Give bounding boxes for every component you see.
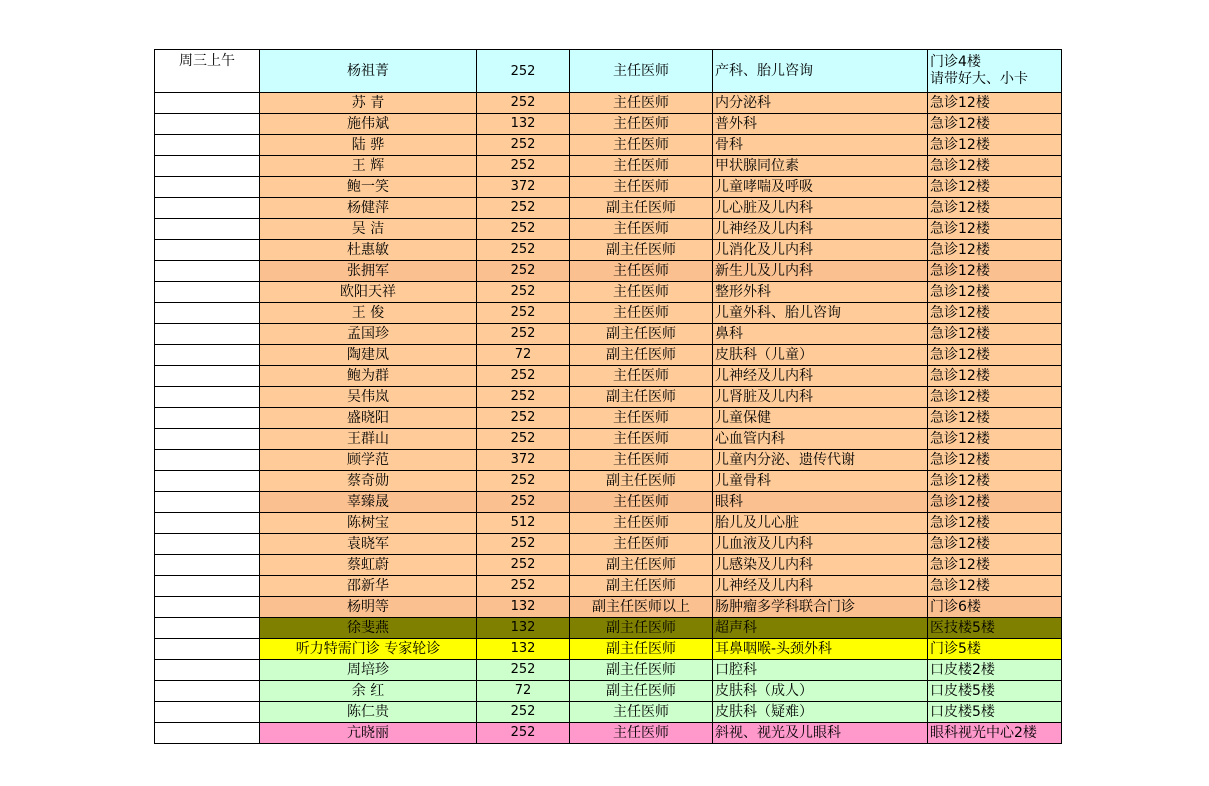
title-cell: 副主任医师以上	[570, 597, 713, 618]
department-cell: 儿童外科、胎儿咨询	[713, 303, 928, 324]
department-cell: 甲状腺同位素	[713, 156, 928, 177]
doctor-name-cell: 杨健萍	[260, 198, 477, 219]
table-row	[155, 282, 1062, 303]
location-cell: 急诊12楼	[928, 450, 1062, 471]
day-cell	[155, 156, 260, 177]
day-cell: 周三上午	[155, 50, 260, 93]
day-cell	[155, 324, 260, 345]
fee-cell: 252	[477, 198, 570, 219]
doctor-name-cell: 鲍一笑	[260, 177, 477, 198]
doctor-name-cell: 蔡奇勋	[260, 471, 477, 492]
department-cell: 眼科	[713, 492, 928, 513]
title-cell: 主任医师	[570, 366, 713, 387]
table-row	[155, 135, 1062, 156]
location-cell: 急诊12楼	[928, 387, 1062, 408]
table-row	[155, 156, 1062, 177]
doctor-name-cell: 徐斐燕	[260, 618, 477, 639]
doctor-name-cell: 吴 洁	[260, 219, 477, 240]
title-cell: 副主任医师	[570, 471, 713, 492]
department-cell: 皮肤科（儿童）	[713, 345, 928, 366]
fee-cell: 252	[477, 387, 570, 408]
location-cell: 急诊12楼	[928, 261, 1062, 282]
doctor-name-cell: 盛晓阳	[260, 408, 477, 429]
day-cell	[155, 93, 260, 114]
doctor-name-cell: 陶建凤	[260, 345, 477, 366]
title-cell: 主任医师	[570, 114, 713, 135]
title-cell: 主任医师	[570, 408, 713, 429]
table-row	[155, 114, 1062, 135]
table-row	[155, 198, 1062, 219]
department-cell: 儿童内分泌、遗传代谢	[713, 450, 928, 471]
day-cell	[155, 240, 260, 261]
location-cell: 门诊6楼	[928, 597, 1062, 618]
department-cell: 产科、胎儿咨询	[713, 50, 928, 93]
day-cell	[155, 387, 260, 408]
title-cell: 主任医师	[570, 156, 713, 177]
table-row	[155, 324, 1062, 345]
title-cell: 副主任医师	[570, 387, 713, 408]
department-cell: 心血管内科	[713, 429, 928, 450]
fee-cell: 72	[477, 681, 570, 702]
day-cell	[155, 303, 260, 324]
day-cell	[155, 597, 260, 618]
department-cell: 皮肤科（疑难）	[713, 702, 928, 723]
department-cell: 鼻科	[713, 324, 928, 345]
department-cell: 骨科	[713, 135, 928, 156]
doctor-name-cell: 余 红	[260, 681, 477, 702]
fee-cell: 512	[477, 513, 570, 534]
doctor-name-cell: 孟国珍	[260, 324, 477, 345]
location-note: 请带好大、小卡	[930, 71, 1028, 87]
doctor-name-cell: 吴伟岚	[260, 387, 477, 408]
day-cell	[155, 261, 260, 282]
doctor-name-cell: 邵新华	[260, 576, 477, 597]
title-cell: 副主任医师	[570, 324, 713, 345]
title-cell: 主任医师	[570, 303, 713, 324]
title-cell: 副主任医师	[570, 660, 713, 681]
table-row	[155, 387, 1062, 408]
table-row	[155, 450, 1062, 471]
title-cell: 副主任医师	[570, 639, 713, 660]
fee-cell: 252	[477, 492, 570, 513]
location-cell: 急诊12楼	[928, 471, 1062, 492]
day-cell	[155, 555, 260, 576]
department-cell: 儿感染及儿内科	[713, 555, 928, 576]
table-row	[155, 723, 1062, 744]
doctor-name-cell: 陆 骅	[260, 135, 477, 156]
day-cell	[155, 723, 260, 744]
doctor-name-cell: 辜臻晟	[260, 492, 477, 513]
fee-cell: 252	[477, 303, 570, 324]
department-cell: 皮肤科（成人）	[713, 681, 928, 702]
location-cell: 急诊12楼	[928, 513, 1062, 534]
day-cell	[155, 219, 260, 240]
location-cell: 医技楼5楼	[928, 618, 1062, 639]
doctor-name-cell: 周培珍	[260, 660, 477, 681]
department-cell: 儿神经及儿内科	[713, 576, 928, 597]
department-cell: 儿血液及儿内科	[713, 534, 928, 555]
location-cell: 急诊12楼	[928, 177, 1062, 198]
day-cell	[155, 534, 260, 555]
day-cell	[155, 576, 260, 597]
department-cell: 儿神经及儿内科	[713, 219, 928, 240]
day-cell	[155, 408, 260, 429]
location-line: 门诊4楼	[930, 54, 981, 70]
department-cell: 肠肿瘤多学科联合门诊	[713, 597, 928, 618]
location-cell: 急诊12楼	[928, 282, 1062, 303]
department-cell: 超声科	[713, 618, 928, 639]
location-cell: 眼科视光中心2楼	[928, 723, 1062, 744]
doctor-name-cell: 杜惠敏	[260, 240, 477, 261]
table-row	[155, 660, 1062, 681]
fee-cell: 252	[477, 660, 570, 681]
day-cell	[155, 135, 260, 156]
title-cell: 主任医师	[570, 135, 713, 156]
table-row	[155, 492, 1062, 513]
fee-cell: 132	[477, 114, 570, 135]
table-row	[155, 471, 1062, 492]
doctor-name-cell: 听力特需门诊 专家轮诊	[260, 639, 477, 660]
table-row	[155, 429, 1062, 450]
day-cell	[155, 702, 260, 723]
location-cell: 急诊12楼	[928, 555, 1062, 576]
title-cell: 主任医师	[570, 429, 713, 450]
day-cell	[155, 639, 260, 660]
fee-cell: 252	[477, 555, 570, 576]
doctor-name-cell: 鲍为群	[260, 366, 477, 387]
location-cell: 急诊12楼	[928, 576, 1062, 597]
doctor-name-cell: 袁晓军	[260, 534, 477, 555]
table-row	[155, 513, 1062, 534]
department-cell: 普外科	[713, 114, 928, 135]
title-cell: 主任医师	[570, 450, 713, 471]
table-row	[155, 555, 1062, 576]
location-cell: 急诊12楼	[928, 156, 1062, 177]
location-cell: 口皮楼5楼	[928, 702, 1062, 723]
title-cell: 主任医师	[570, 93, 713, 114]
location-cell: 急诊12楼	[928, 198, 1062, 219]
doctor-name-cell: 杨明等	[260, 597, 477, 618]
doctor-name-cell: 蔡虹蔚	[260, 555, 477, 576]
fee-cell: 252	[477, 366, 570, 387]
department-cell: 儿童保健	[713, 408, 928, 429]
department-cell: 儿心脏及儿内科	[713, 198, 928, 219]
location-cell: 急诊12楼	[928, 93, 1062, 114]
doctor-name-cell: 亢晓丽	[260, 723, 477, 744]
department-cell: 儿消化及儿内科	[713, 240, 928, 261]
table-row	[155, 303, 1062, 324]
title-cell: 副主任医师	[570, 681, 713, 702]
location-cell: 急诊12楼	[928, 324, 1062, 345]
location-cell: 急诊12楼	[928, 219, 1062, 240]
title-cell: 主任医师	[570, 219, 713, 240]
department-cell: 新生儿及儿内科	[713, 261, 928, 282]
doctor-name-cell: 陈仁贵	[260, 702, 477, 723]
table-row	[155, 408, 1062, 429]
fee-cell: 252	[477, 534, 570, 555]
fee-cell: 372	[477, 450, 570, 471]
day-cell	[155, 450, 260, 471]
table-row	[155, 240, 1062, 261]
location-cell: 急诊12楼	[928, 492, 1062, 513]
location-cell: 急诊12楼	[928, 408, 1062, 429]
fee-cell: 252	[477, 135, 570, 156]
table-row	[155, 177, 1062, 198]
doctor-name-cell: 杨祖菁	[260, 50, 477, 93]
title-cell: 副主任医师	[570, 555, 713, 576]
department-cell: 口腔科	[713, 660, 928, 681]
day-cell	[155, 492, 260, 513]
table-row	[155, 50, 1062, 93]
fee-cell: 252	[477, 471, 570, 492]
day-cell	[155, 177, 260, 198]
title-cell: 副主任医师	[570, 618, 713, 639]
department-cell: 胎儿及儿心脏	[713, 513, 928, 534]
day-cell	[155, 198, 260, 219]
table-row	[155, 639, 1062, 660]
title-cell: 主任医师	[570, 177, 713, 198]
department-cell: 整形外科	[713, 282, 928, 303]
fee-cell: 252	[477, 702, 570, 723]
table-row	[155, 618, 1062, 639]
doctor-name-cell: 王群山	[260, 429, 477, 450]
table-row	[155, 345, 1062, 366]
department-cell: 耳鼻咽喉-头颈外科	[713, 639, 928, 660]
day-cell	[155, 345, 260, 366]
fee-cell: 252	[477, 219, 570, 240]
title-cell: 主任医师	[570, 261, 713, 282]
department-cell: 儿肾脏及儿内科	[713, 387, 928, 408]
fee-cell: 252	[477, 723, 570, 744]
table-row	[155, 597, 1062, 618]
day-cell	[155, 471, 260, 492]
location-cell: 急诊12楼	[928, 135, 1062, 156]
day-cell	[155, 429, 260, 450]
table-row	[155, 93, 1062, 114]
title-cell: 主任医师	[570, 50, 713, 93]
day-cell	[155, 681, 260, 702]
fee-cell: 252	[477, 93, 570, 114]
doctor-name-cell: 顾学范	[260, 450, 477, 471]
department-cell: 儿童骨科	[713, 471, 928, 492]
department-cell: 内分泌科	[713, 93, 928, 114]
doctor-name-cell: 欧阳天祥	[260, 282, 477, 303]
table-row	[155, 702, 1062, 723]
fee-cell: 252	[477, 282, 570, 303]
title-cell: 副主任医师	[570, 345, 713, 366]
title-cell: 主任医师	[570, 282, 713, 303]
location-cell: 口皮楼2楼	[928, 660, 1062, 681]
department-cell: 儿童哮喘及呼吸	[713, 177, 928, 198]
fee-cell: 372	[477, 177, 570, 198]
fee-cell: 252	[477, 408, 570, 429]
fee-cell: 252	[477, 261, 570, 282]
table-row	[155, 681, 1062, 702]
fee-cell: 252	[477, 324, 570, 345]
department-cell: 斜视、视光及儿眼科	[713, 723, 928, 744]
fee-cell: 132	[477, 618, 570, 639]
location-cell	[928, 50, 1062, 93]
schedule-table	[154, 49, 1062, 744]
day-cell	[155, 513, 260, 534]
fee-cell: 252	[477, 429, 570, 450]
location-cell: 急诊12楼	[928, 345, 1062, 366]
day-cell	[155, 114, 260, 135]
title-cell: 副主任医师	[570, 198, 713, 219]
location-cell: 口皮楼5楼	[928, 681, 1062, 702]
title-cell: 主任医师	[570, 534, 713, 555]
table-row	[155, 219, 1062, 240]
day-cell	[155, 282, 260, 303]
fee-cell: 132	[477, 597, 570, 618]
location-cell: 急诊12楼	[928, 240, 1062, 261]
doctor-name-cell: 张拥军	[260, 261, 477, 282]
fee-cell: 252	[477, 240, 570, 261]
fee-cell: 132	[477, 639, 570, 660]
title-cell: 副主任医师	[570, 240, 713, 261]
table-row	[155, 576, 1062, 597]
doctor-name-cell: 陈树宝	[260, 513, 477, 534]
fee-cell: 72	[477, 345, 570, 366]
location-cell: 急诊12楼	[928, 534, 1062, 555]
table-row	[155, 534, 1062, 555]
day-cell	[155, 660, 260, 681]
department-cell: 儿神经及儿内科	[713, 366, 928, 387]
day-cell	[155, 366, 260, 387]
fee-cell: 252	[477, 156, 570, 177]
doctor-name-cell: 苏 青	[260, 93, 477, 114]
fee-cell: 252	[477, 576, 570, 597]
title-cell: 主任医师	[570, 492, 713, 513]
doctor-name-cell: 王 俊	[260, 303, 477, 324]
title-cell: 副主任医师	[570, 576, 713, 597]
title-cell: 主任医师	[570, 513, 713, 534]
location-cell: 急诊12楼	[928, 429, 1062, 450]
location-cell: 门诊5楼	[928, 639, 1062, 660]
title-cell: 主任医师	[570, 723, 713, 744]
schedule-body	[155, 50, 1062, 744]
location-cell: 急诊12楼	[928, 114, 1062, 135]
doctor-name-cell: 王 辉	[260, 156, 477, 177]
table-row	[155, 261, 1062, 282]
doctor-name-cell: 施伟斌	[260, 114, 477, 135]
location-cell: 急诊12楼	[928, 366, 1062, 387]
table-row	[155, 366, 1062, 387]
location-cell: 急诊12楼	[928, 303, 1062, 324]
day-cell	[155, 618, 260, 639]
fee-cell: 252	[477, 50, 570, 93]
title-cell: 主任医师	[570, 702, 713, 723]
